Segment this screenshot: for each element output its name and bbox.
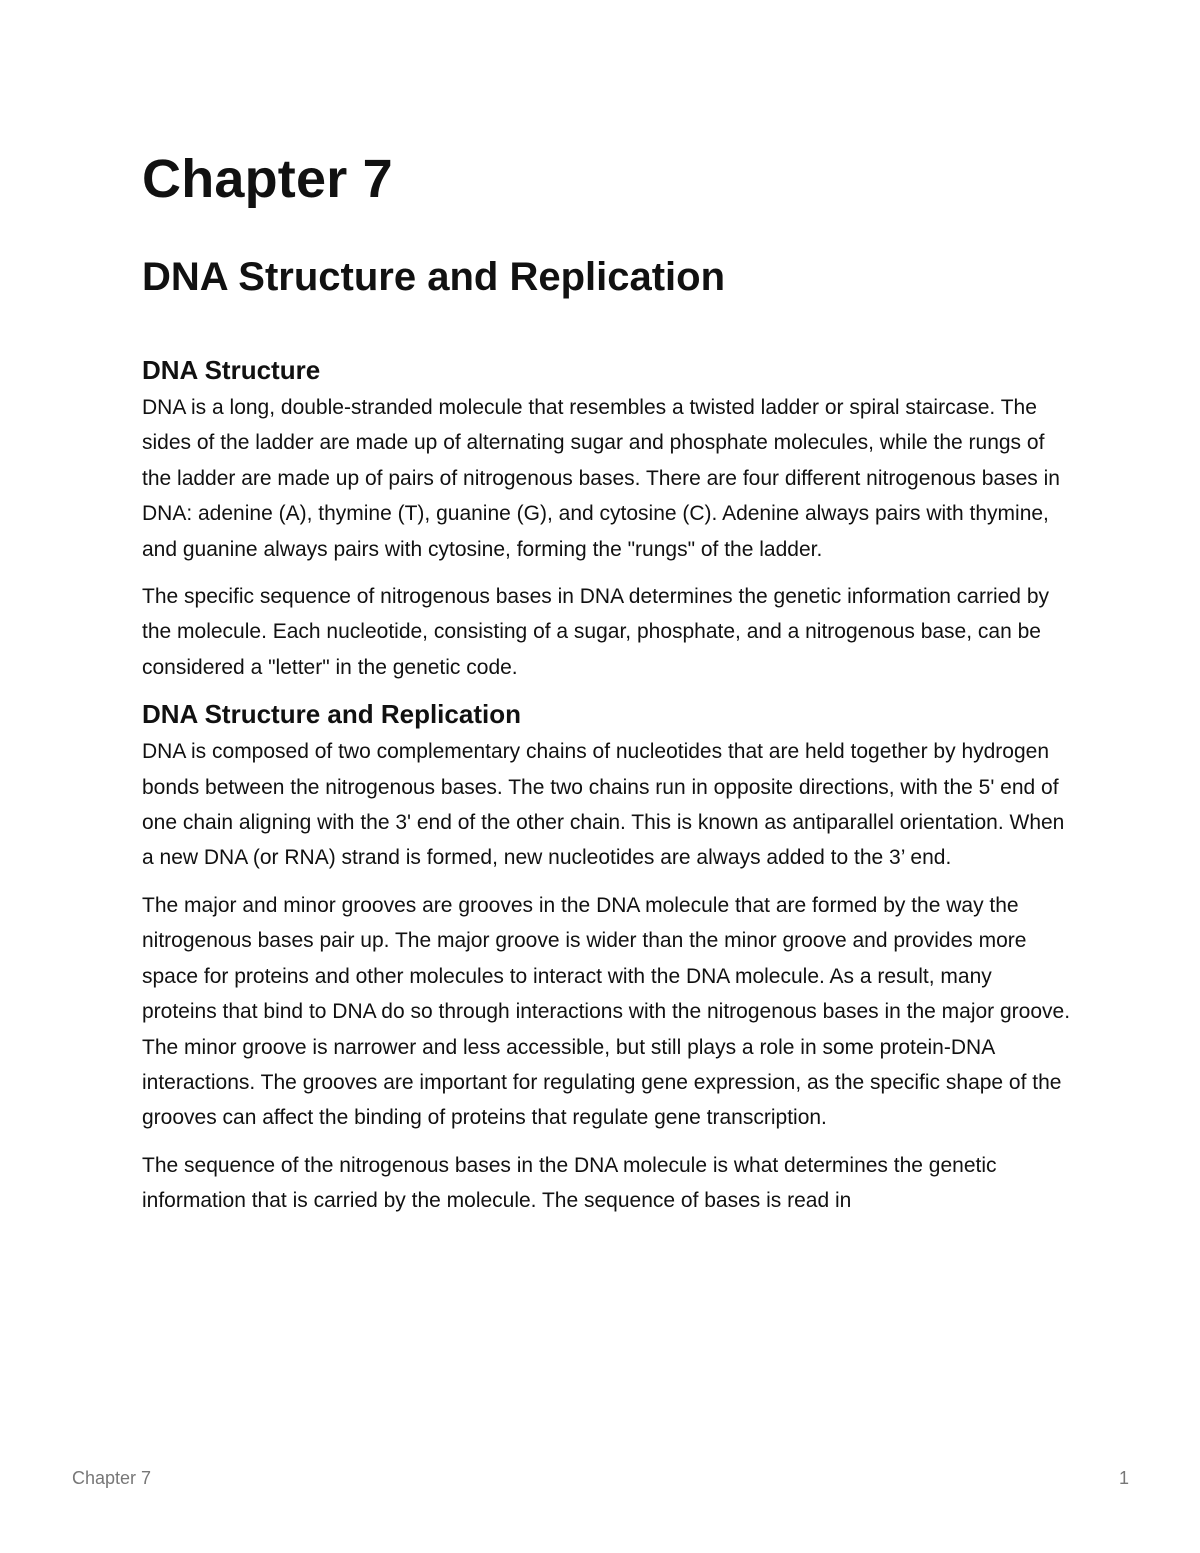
chapter-title: Chapter 7 bbox=[142, 149, 393, 209]
document-subtitle: DNA Structure and Replication bbox=[142, 255, 726, 299]
section-heading-dna-structure: DNA Structure bbox=[142, 355, 321, 385]
body-paragraph: DNA is composed of two complementary chains of nucleotides that are held together by hydrogen bonds between the nitrogenous bases. The two chains run in opposite directions, with the 5' end of one chain aligning with the 3' end of the other chain. This is known as antiparallel orientation. When a new DNA (or RNA) strand is formed, new nucleotides are always added to the 3’ end. bbox=[142, 740, 1065, 870]
body-paragraph: DNA is a long, double-stranded molecule that resembles a twisted ladder or spiral staircase. The sides of the ladder are made up of alternating sugar and phosphate molecules, while the rungs of the ladder are made up of pairs of nitrogenous bases. There are four different nitrogenous bases in DNA: adenine (A), thymine (T), guanine (G), and cytosine (C). Adenine always pairs with thymine, and guanine always pairs with cytosine, forming the "rungs" of the ladder. bbox=[142, 396, 1060, 561]
body-paragraph: The sequence of the nitrogenous bases in the DNA molecule is what determines the genetic information that is carried by the molecule. The sequence of bases is read in bbox=[142, 1153, 997, 1213]
body-paragraph: The specific sequence of nitrogenous bases in DNA determines the genetic information carried by the molecule. Each nucleotide, consisting of a sugar, phosphate, and a nitrogenous base, can be considered a "letter" in the genetic code. bbox=[142, 585, 1049, 679]
page-content bbox=[142, 146, 1072, 1219]
section-heading-dna-structure-and-replication: DNA Structure and Replication bbox=[142, 699, 521, 730]
body-paragraph: The major and minor grooves are grooves in the DNA molecule that are formed by the way the nitrogenous bases pair up. The major groove is wider than the minor groove and provides more space for proteins and other molecules to interact with the DNA molecule. As a result, many proteins that bind to DNA do so through interactions with the nitrogenous bases in the major groove. The minor groove is narrower and less accessible, but still plays a role in some protein-DNA interactions. The grooves are important for regulating gene expression, as the specific shape of the grooves can affect the binding of proteins that regulate gene transcription. bbox=[142, 893, 1071, 1130]
footer-page-number: 1 bbox=[1118, 1468, 1129, 1488]
footer-chapter-label: Chapter 7 bbox=[72, 1468, 152, 1488]
